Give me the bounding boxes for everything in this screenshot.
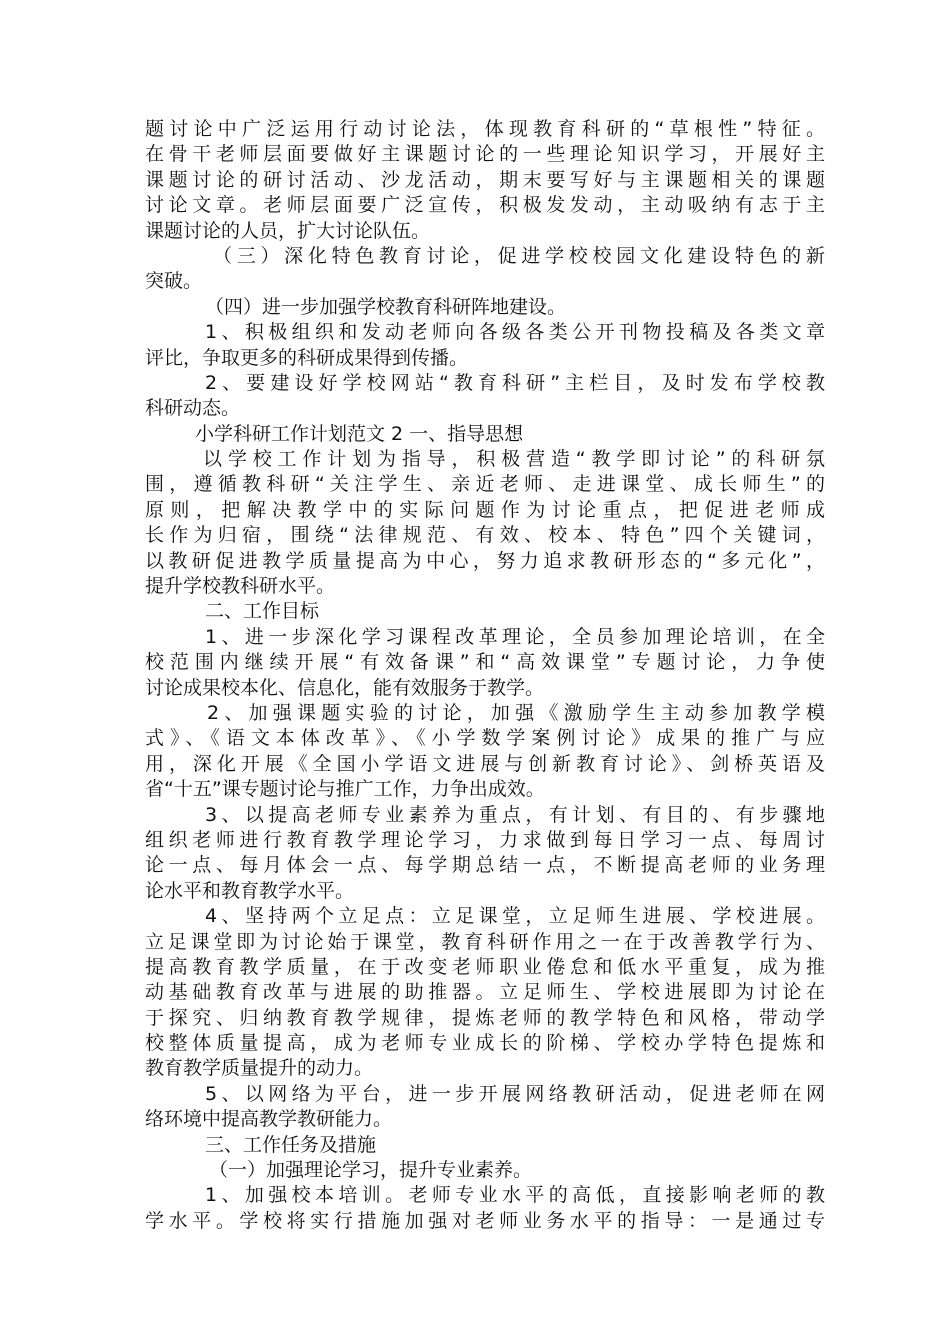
paragraph [145,1082,825,1133]
text-line: （四）进一步加强学校教育科研阵地建设。 [205,295,567,318]
text-line: 用，深化开展《全国小学语文进展与创新教育讨论》、剑桥英语及 [145,752,825,775]
text-line: 1、加强校本培训。老师专业水平的高低，直接影响老师的教 [205,1184,825,1207]
text-line: 4、坚持两个立足点：立足课堂，立足师生进展、学校进展。 [205,905,825,928]
text-line: 科研动态。 [145,397,241,420]
text-line: 围，遵循教科研“关注学生、亲近老师、走进课堂、成长师生”的 [145,473,825,496]
text-line: 课题讨论的人员，扩大讨论队伍。 [145,219,431,242]
paragraph [145,599,825,624]
text-line: 1、进一步深化学习课程改革理论，全员参加理论培训，在全 [205,625,825,648]
text-line: 于探究、归纳教育教学规律，提炼老师的教学特色和风格，带动学 [145,1006,825,1029]
text-line: 式》、《语文本体改革》、《小学数学案例讨论》成果的推广与应 [145,727,825,750]
paragraph [145,244,825,295]
text-line: 5、以网络为平台，进一步开展网络教研活动，促进老师在网 [205,1082,825,1105]
text-line: 立足课堂即为讨论始于课堂，教育科研作用之一在于改善教学行为、 [145,930,825,953]
text-line: 校范围内继续开展“有效备课”和“高效课堂”专题讨论，力争使 [145,651,825,674]
text-line: 长作为归宿，围绕“法律规范、有效、校本、特色”四个关键词， [145,524,825,547]
text-line: 络环境中提高教学教研能力。 [145,1108,393,1131]
text-line: 小学科研工作计划范文 2 一、指导思想 [195,422,524,445]
text-line: 组织老师进行教育教学理论学习，力求做到每日学习一点、每周讨 [145,828,825,851]
paragraph [145,295,825,320]
text-line: 评比，争取更多的科研成果得到传播。 [145,346,469,369]
text-line: 在骨干老师层面要做好主课题讨论的一些理论知识学习，开展好主 [145,143,825,166]
text-line: 讨论文章。老师层面要广泛宣传，积极发发动，主动吸纳有志于主 [145,194,825,217]
paragraph [145,701,825,803]
paragraph [145,422,825,447]
text-line: 1、积极组织和发动老师向各级各类公开刊物投稿及各类文章 [205,321,825,344]
paragraph [145,447,825,599]
text-line: 动基础教育改革与进展的助推器。立足师生、学校进展即为讨论在 [145,981,825,1004]
paragraph [145,117,825,244]
text-line: 原则，把解决教学中的实际问题作为讨论重点，把促进老师成 [145,498,825,521]
text-line: 教育教学质量提升的动力。 [145,1057,374,1080]
text-line: 突破。 [145,270,203,293]
text-line: 省“十五”课专题讨论与推广工作，力争出成效。 [145,778,545,801]
text-line: 论水平和教育教学水平。 [145,879,355,902]
document-body [145,117,825,1234]
text-line: 3、以提高老师专业素养为重点，有计划、有目的、有步骤地 [205,803,825,826]
text-line: 2、要建设好学校网站“教育科研”主栏目，及时发布学校教 [205,371,825,394]
paragraph [145,320,825,371]
text-line: 论一点、每月体会一点、每学期总结一点，不断提高老师的业务理 [145,854,825,877]
text-line: 2、加强课题实验的讨论，加强《激励学生主动参加教学模 [207,701,825,724]
paragraph [145,1183,825,1234]
text-line: 课题讨论的研讨活动、沙龙活动，期末要写好与主课题相关的课题 [145,168,825,191]
paragraph [145,371,825,422]
paragraph [145,803,825,905]
text-line: 题讨论中广泛运用行动讨论法，体现教育科研的“草根性”特征。 [145,118,825,140]
paragraph [145,904,825,1082]
paragraph [145,1158,825,1183]
text-line: 三、工作任务及措施 [205,1133,377,1156]
text-line: 提高教育教学质量，在于改变老师职业倦怠和低水平重复，成为推 [145,955,825,978]
text-line: 学水平。学校将实行措施加强对老师业务水平的指导：一是通过专 [145,1209,825,1232]
text-line: 二、工作目标 [205,600,320,623]
paragraph [145,625,825,701]
text-line: 以学校工作计划为指导，积极营造“教学即讨论”的科研氛 [203,448,825,471]
text-line: （三）深化特色教育讨论，促进学校校园文化建设特色的新 [213,244,825,267]
text-line: 讨论成果校本化、信息化，能有效服务于教学。 [145,676,545,699]
text-line: 以教研促进教学质量提高为中心，努力追求教研形态的“多元化”， [145,549,825,572]
paragraph [145,1133,825,1158]
text-line: 校整体质量提高，成为老师专业成长的阶梯、学校办学特色提炼和 [145,1032,825,1055]
text-line: 提升学校教科研水平。 [145,575,336,598]
text-line: （一）加强理论学习，提升专业素养。 [209,1159,533,1182]
